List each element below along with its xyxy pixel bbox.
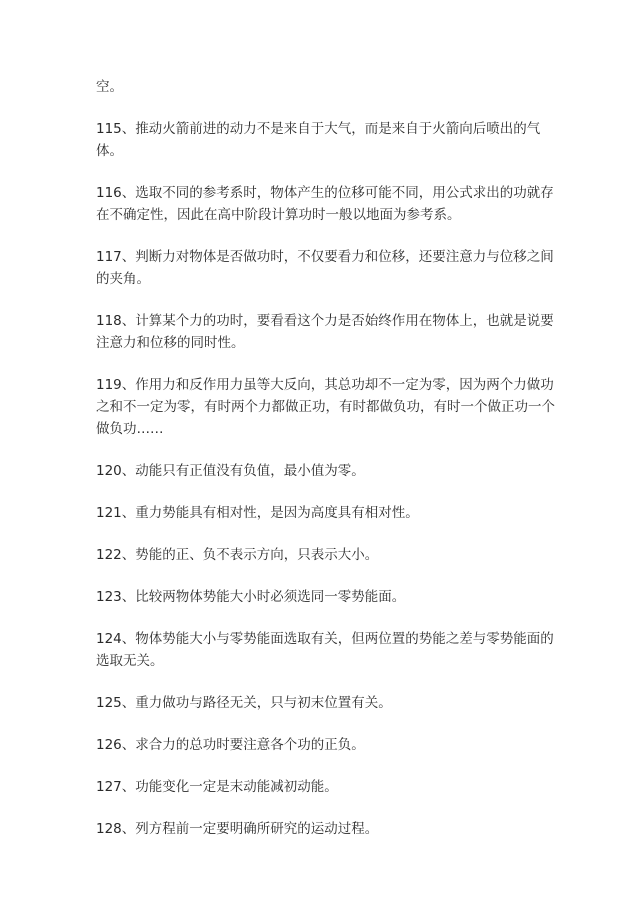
paragraph: 120、动能只有正值没有负值，最小值为零。 [96,463,365,479]
paragraph: 123、比较两物体势能大小时必须选同一零势能面。 [96,589,406,605]
paragraph: 124、物体势能大小与零势能面选取有关，但两位置的势能之差与零势能面的选取无关。 [96,631,554,669]
paragraph: 127、功能变化一定是末动能减初动能。 [96,779,338,795]
paragraph: 118、计算某个力的功时，要看看这个力是否始终作用在物体上，也就是说要注意力和位移的同时性。 [96,313,554,351]
paragraph: 121、重力势能具有相对性，是因为高度具有相对性。 [96,505,419,521]
paragraph: 125、重力做功与路径无关，只与初末位置有关。 [96,695,392,711]
paragraph: 116、选取不同的参考系时，物体产生的位移可能不同，用公式求出的功就存在不确定性，因此在高中阶段计算功时一般以地面为参考系。 [96,185,554,223]
paragraph: 126、求合力的总功时要注意各个功的正负。 [96,737,365,753]
paragraph: 122、势能的正、负不表示方向，只表示大小。 [96,547,379,563]
paragraph: 空。 [96,79,123,95]
paragraph: 128、列方程前一定要明确所研究的运动过程。 [96,821,379,837]
paragraph: 119、作用力和反作用力虽等大反向，其总功却不一定为零，因为两个力做功之和不一定为零，有时两个力都做正功，有时都做负功，有时一个做正功一个做负功…… [96,377,555,437]
document-body [96,76,566,860]
paragraph: 117、判断力对物体是否做功时，不仅要看力和位移，还要注意力与位移之间的夹角。 [96,249,554,287]
paragraph: 115、推动火箭前进的动力不是来自于大气，而是来自于火箭向后喷出的气体。 [96,121,541,159]
